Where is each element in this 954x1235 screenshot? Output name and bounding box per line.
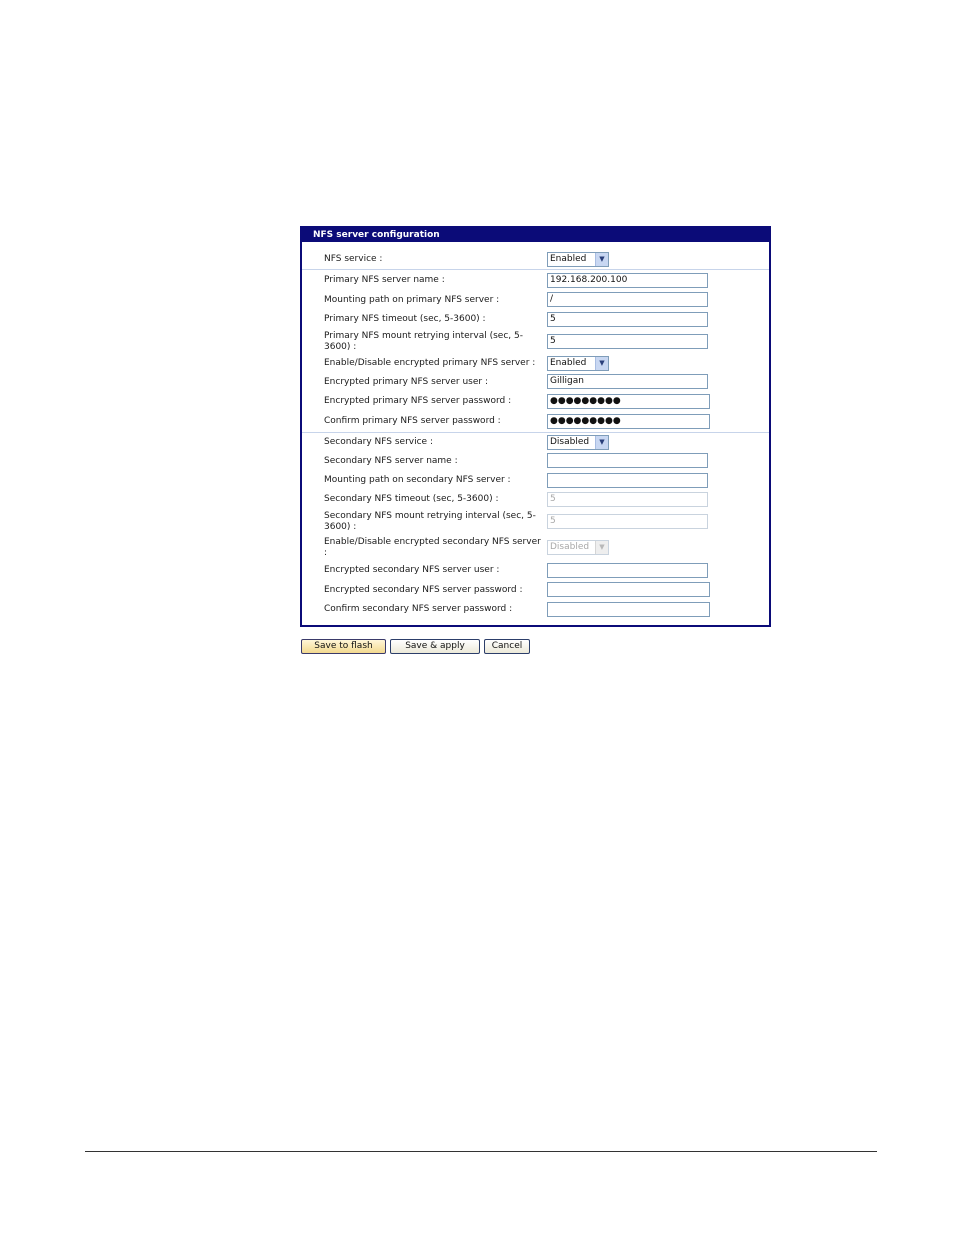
primary-enc-password-label: Encrypted primary NFS server password : — [324, 396, 512, 406]
secondary-retry-interval-label: Secondary NFS mount retrying interval (sec, 5-3600) : — [324, 511, 536, 532]
panel-title: NFS server configuration — [302, 228, 769, 242]
secondary-server-name-label: Secondary NFS server name : — [324, 456, 458, 466]
primary-timeout-label: Primary NFS timeout (sec, 5-3600) : — [324, 314, 486, 324]
primary-enc-user-label: Encrypted primary NFS server user : — [324, 377, 488, 387]
primary-timeout-input[interactable]: 5 — [547, 312, 708, 327]
primary-server-name-input[interactable]: 192.168.200.100 — [547, 273, 708, 288]
primary-retry-interval-label: Primary NFS mount retrying interval (sec, 5-3600) : — [324, 331, 523, 352]
secondary-confirm-password-input[interactable] — [547, 602, 710, 617]
nfs-service-label: NFS service : — [324, 254, 383, 264]
primary-enc-user-input[interactable]: Gilligan — [547, 374, 708, 389]
secondary-mount-path-input[interactable] — [547, 473, 708, 488]
secondary-encryption-select[interactable] — [547, 540, 609, 555]
secondary-enc-user-label: Encrypted secondary NFS server user : — [324, 565, 500, 575]
primary-confirm-password-input[interactable]: ●●●●●●●●● — [547, 414, 710, 429]
primary-server-name-label: Primary NFS server name : — [324, 275, 445, 285]
primary-mount-path-input[interactable]: / — [547, 292, 708, 307]
secondary-encryption-value: Disabled — [550, 542, 590, 552]
primary-encryption-select[interactable] — [547, 356, 609, 371]
nfs-config-panel — [300, 226, 771, 627]
chevron-down-icon[interactable]: ▼ — [595, 357, 608, 370]
secondary-timeout-input[interactable]: 5 — [547, 492, 708, 507]
chevron-down-icon[interactable]: ▼ — [595, 253, 608, 266]
secondary-retry-interval-input[interactable]: 5 — [547, 514, 708, 529]
secondary-enc-user-input[interactable] — [547, 563, 708, 578]
secondary-enc-password-input[interactable] — [547, 582, 710, 597]
save-to-flash-button[interactable]: Save to flash — [301, 639, 386, 654]
chevron-down-icon[interactable]: ▼ — [595, 436, 608, 449]
secondary-nfs-service-label: Secondary NFS service : — [324, 437, 433, 447]
secondary-mount-path-label: Mounting path on secondary NFS server : — [324, 475, 511, 485]
nfs-service-select[interactable] — [547, 252, 609, 267]
save-apply-button[interactable]: Save & apply — [390, 639, 480, 654]
primary-enc-password-input[interactable]: ●●●●●●●●● — [547, 394, 710, 409]
primary-encryption-value: Enabled — [550, 358, 587, 368]
secondary-confirm-password-label: Confirm secondary NFS server password : — [324, 604, 513, 614]
primary-confirm-password-label: Confirm primary NFS server password : — [324, 416, 501, 426]
primary-mount-path-label: Mounting path on primary NFS server : — [324, 295, 500, 305]
secondary-nfs-service-select[interactable] — [547, 435, 609, 450]
secondary-server-name-input[interactable] — [547, 453, 708, 468]
secondary-enc-password-label: Encrypted secondary NFS server password : — [324, 585, 523, 595]
primary-retry-interval-input[interactable]: 5 — [547, 334, 708, 349]
secondary-nfs-service-value: Disabled — [550, 437, 590, 447]
nfs-service-value: Enabled — [550, 254, 587, 264]
primary-encryption-label: Enable/Disable encrypted primary NFS server : — [324, 358, 536, 368]
secondary-encryption-label: Enable/Disable encrypted secondary NFS server : — [324, 537, 541, 558]
section-divider — [302, 432, 769, 433]
section-divider — [302, 269, 769, 270]
cancel-button[interactable]: Cancel — [484, 639, 530, 654]
page-footer-rule — [85, 1151, 877, 1152]
secondary-timeout-label: Secondary NFS timeout (sec, 5-3600) : — [324, 494, 499, 504]
chevron-down-icon[interactable]: ▼ — [595, 541, 608, 554]
